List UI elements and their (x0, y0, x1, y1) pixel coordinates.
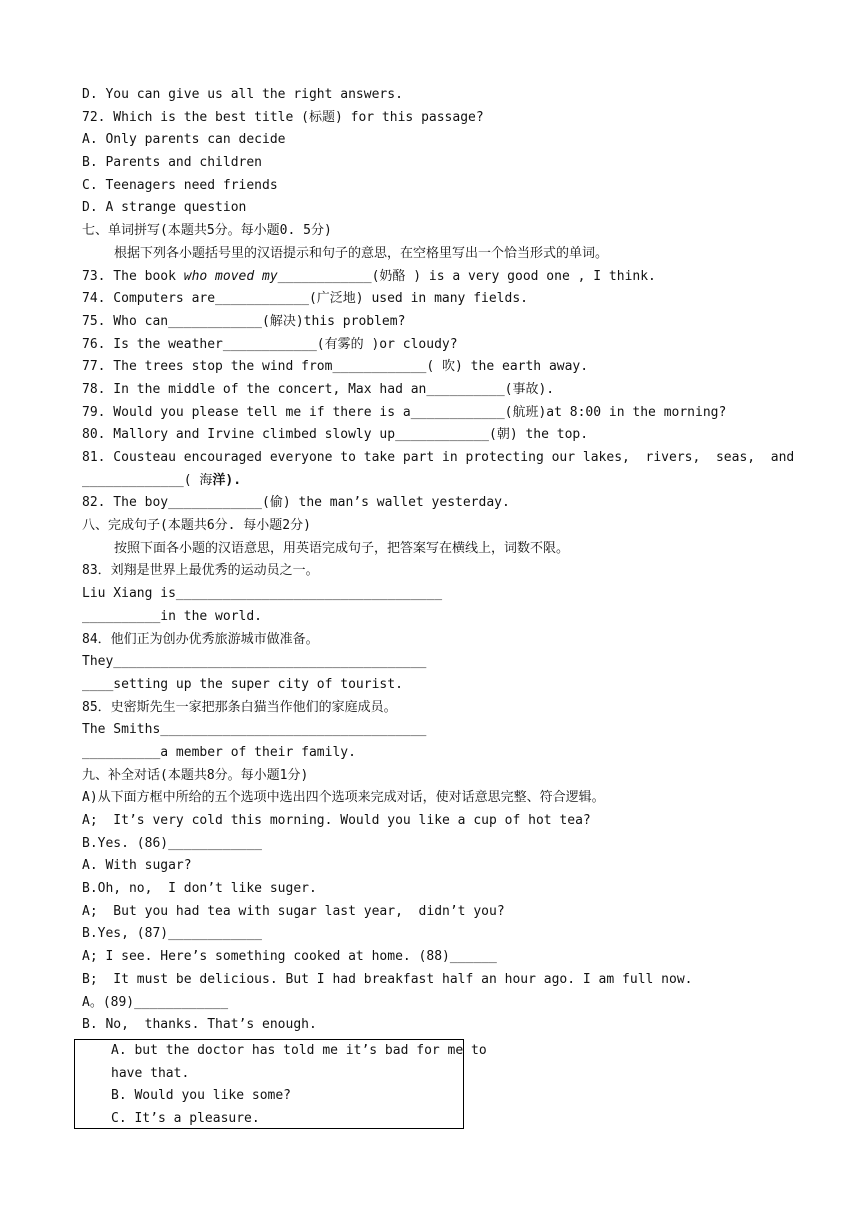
dialogue-line-7: A; I see. Here’s something cooked at home. (88)______ (82, 949, 497, 965)
dialogue-line-10: B. No, thanks. That’s enough. (82, 1017, 317, 1033)
q77: 77. The trees stop the wind from____________( 吹) the earth away. (82, 359, 589, 375)
q81-bold-end: 洋). (212, 472, 242, 488)
exam-content (82, 84, 802, 1037)
q81-line-1: 81. Cousteau encouraged everyone to take part in protecting our lakes, rivers, seas, and (82, 450, 795, 465)
q76: 76. Is the weather____________(有雾的 )or cloudy? (82, 336, 458, 352)
dialogue-line-3: A. With sugar? (82, 858, 192, 874)
q83-prompt: 83．刘翔是世界上最优秀的运动员之一。 (82, 563, 319, 579)
q84-answer-line-1: They________________________________________ (82, 654, 427, 670)
dialogue-line-6: B.Yes, (87)____________ (82, 926, 263, 942)
dialogue-line-2: B.Yes. (86)____________ (82, 835, 263, 851)
q84-answer-line-2: ____setting up the super city of tourist. (82, 676, 403, 692)
q85-answer-line-2: __________a member of their family. (82, 744, 356, 760)
q71-option-d: D. You can give us all the right answers. (82, 87, 403, 102)
box-option-a: A. but the doctor has told me it’s bad for me to (111, 1043, 487, 1058)
dialogue-line-8: B; It must be delicious. But I had breakfast half an hour ago. I am full now. (82, 971, 693, 987)
q85-answer-line-1: The Smiths__________________________________ (82, 722, 427, 738)
q72-question: 72. Which is the best title (标题) for this passage? (82, 109, 484, 125)
box-option-a-cont: have that. (111, 1065, 190, 1081)
q83-answer-line-2: __________in the world. (82, 608, 263, 624)
q75: 75. Who can____________(解决)this problem? (82, 313, 406, 329)
dialogue-line-9: A。(89)____________ (82, 994, 229, 1010)
q73 (82, 266, 802, 289)
q73-end: ____________(奶酪 ) is a very good one , I think. (277, 268, 656, 284)
section-7-instructions: 根据下列各小题括号里的汉语提示和句子的意思，在空格里写出一个恰当形式的单词。 (114, 245, 609, 261)
q84-prompt: 84．他们正为创办优秀旅游城市做准备。 (82, 631, 319, 647)
q73-start: 73. The book (82, 268, 184, 284)
q82: 82. The boy____________(偷) the man’s wallet yesterday. (82, 495, 510, 511)
q73-italic: who moved my (183, 268, 278, 284)
q81-line-2 (82, 470, 802, 493)
q83-answer-line-1: Liu Xiang is__________________________________ (82, 586, 443, 602)
q79: 79. Would you please tell me if there is a____________(航班)at 8:00 in the morning? (82, 404, 727, 420)
q80: 80. Mallory and Irvine climbed slowly up____________(朝) the top. (82, 427, 589, 443)
q72-option-c: C. Teenagers need friends (82, 177, 278, 193)
section-9-title: 九、补全对话(本题共8分。每小题1分) (82, 767, 309, 783)
box-option-b: B. Would you like some? (111, 1088, 292, 1104)
q78: 78. In the middle of the concert, Max had an__________(事故). (82, 381, 555, 397)
section-9-instructions: A)从下面方框中所给的五个选项中选出四个选项来完成对话，使对话意思完整、符合逻辑。 (82, 790, 605, 806)
q74: 74. Computers are____________(广泛地) used in many fields. (82, 291, 528, 307)
section-8-instructions: 按照下面各小题的汉语意思，用英语完成句子，把答案写在横线上，词数不限。 (114, 540, 570, 556)
q85-prompt: 85．史密斯先生一家把那条白猫当作他们的家庭成员。 (82, 699, 397, 715)
dialogue-line-4: B.Oh, no, I don’t like suger. (82, 881, 317, 897)
q72-option-d: D. A strange question (82, 200, 247, 216)
section-8-title: 八、完成句子(本题共6分. 每小题2分) (82, 518, 311, 534)
dialogue-line-1: A; It’s very cold this morning. Would you like a cup of hot tea? (82, 813, 591, 828)
q72-option-a: A. Only parents can decide (82, 132, 286, 148)
q72-option-b: B. Parents and children (82, 155, 263, 171)
q81-blank: _____________( 海 (82, 472, 213, 488)
section-7-title: 七、单词拼写(本题共5分。每小题0. 5分) (82, 223, 332, 239)
options-box (74, 1039, 487, 1129)
box-option-c: C. It’s a pleasure. (111, 1111, 260, 1127)
dialogue-line-5: A; But you had tea with sugar last year, didn’t you? (82, 903, 505, 919)
